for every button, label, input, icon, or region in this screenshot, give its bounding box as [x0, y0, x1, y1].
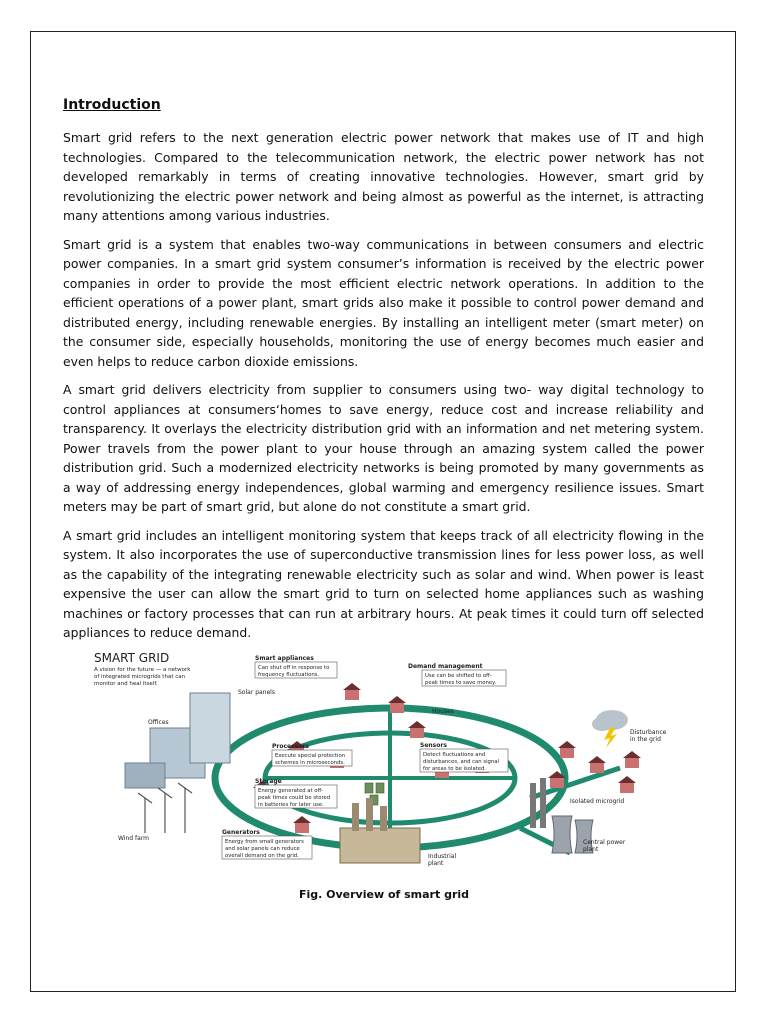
offices-label: Offices	[148, 719, 169, 726]
figure-caption: Fig. Overview of smart grid	[298, 888, 470, 901]
generators-text: Energy from small generators	[225, 839, 304, 845]
sensors-title: Sensors	[420, 742, 447, 749]
disturbance-cloud-icon	[592, 710, 628, 748]
paragraph-1: Smart grid refers to the next generation electric power network that makes use of IT and high technologies. Compared to the telecommunication network, the electric power network has not developed remarkably in terms of creating innovative technologies. However, smart grid by revolutionizing the electric power network and being almost as powerful as the internet, is attracting many attentions among various industries.	[63, 130, 704, 223]
figure-subtitle-line: of integrated microgrids that can	[94, 674, 186, 680]
wind-farm	[138, 783, 192, 833]
storage-text: in batteries for later use.	[258, 802, 324, 808]
paragraph-4: A smart grid includes an intelligent monitoring system that keeps track of all electricity flowing in the system. It also incorporates the use of superconductive transmission lines for less power loss, as well as the capability of the integrating renewable electricity such as solar and wind. When power is least expensive the user can allow the smart grid to turn on selected home appliances such as washing machines or factory processes that can run at arbitrary hours. At peak times it could turn off selected appliances to reduce demand.	[63, 527, 704, 640]
sensors-text: disturbances, and can signal	[423, 759, 499, 765]
central-power-plant-label: plant	[583, 846, 599, 853]
section-heading: Introduction	[63, 97, 161, 113]
solar-panels-label: Solar panels	[238, 689, 275, 696]
processors-text: Execute special protection	[275, 753, 346, 759]
wind-farm-label: Wind farm	[118, 835, 149, 842]
demand-management-text: peak times to save money.	[425, 680, 497, 686]
processors-text: schemes in microseconds.	[275, 760, 345, 766]
smart-appliances-text: frequency fluctuations.	[258, 672, 320, 678]
sensors-text: Detect fluctuations and	[423, 752, 486, 758]
storage-title: Storage	[255, 778, 282, 785]
paragraph-2: Smart grid is a system that enables two-way communications in between consumers and electric power companies. In a smart grid system consumer’s information is received by the electric power companies in order to provide the most efficient electric network operations. In addition to the efficient operations of a power plant, smart grids also make it possible to control power demand and distributed energy, including renewable energies. By installing an intelligent meter (smart meter) on the consumer side, especially households, monitoring the use of energy becomes much easier and even helps to reduce carbon dioxide emissions.	[63, 236, 704, 369]
storage-text: peak times could be stored	[258, 795, 331, 801]
smart-grid-illustration	[90, 648, 678, 888]
disturbance-label: in the grid	[630, 736, 661, 743]
smart-appliances-title: Smart appliances	[255, 655, 314, 662]
document-body	[63, 96, 704, 652]
houses-label: Houses	[432, 708, 454, 715]
isolated-microgrid-label: Isolated microgrid	[570, 798, 625, 805]
industrial-plant-label: Industrial	[428, 853, 457, 860]
sensors-text: for areas to be isolated.	[423, 766, 487, 772]
demand-management-title: Demand management	[408, 663, 483, 670]
paragraph-3: A smart grid delivers electricity from supplier to consumers using two- way digital technology to control appliances at consumers‘homes to save energy, reduce cost and increase reliability and transparency. It overlays the electricity distribution grid with an information and net metering system. Power travels from the power plant to your house through an amazing system called the power distribution grid. Such a modernized electricity networks is being promoted by many governments as a way of addressing energy independences, global warming and emergency resilience issues. Smart meters may be part of smart grid, but alone do not constitute a smart grid.	[63, 382, 704, 514]
demand-management-text: Use can be shifted to off-	[425, 673, 492, 679]
storage-text: Energy generated at off-	[258, 788, 324, 794]
industrial-plant-label: plant	[428, 860, 444, 867]
generators-text: overall demand on the grid.	[225, 853, 299, 859]
figure-subtitle-line: A vision for the future — a network	[94, 667, 191, 673]
figure-title: SMART GRID	[94, 651, 170, 665]
processors-title: Processors	[272, 743, 309, 750]
central-power-plant-label: Central power	[583, 839, 626, 846]
disturbance-label: Disturbance	[630, 729, 667, 736]
generators-title: Generators	[222, 829, 260, 836]
smart-grid-figure	[90, 648, 678, 888]
smart-appliances-text: Can shut off in response to	[258, 665, 330, 671]
figure-subtitle-line: monitor and heal itself.	[94, 681, 158, 687]
generators-text: and solar panels can reduce	[225, 846, 300, 852]
industrial-plant	[340, 798, 420, 863]
